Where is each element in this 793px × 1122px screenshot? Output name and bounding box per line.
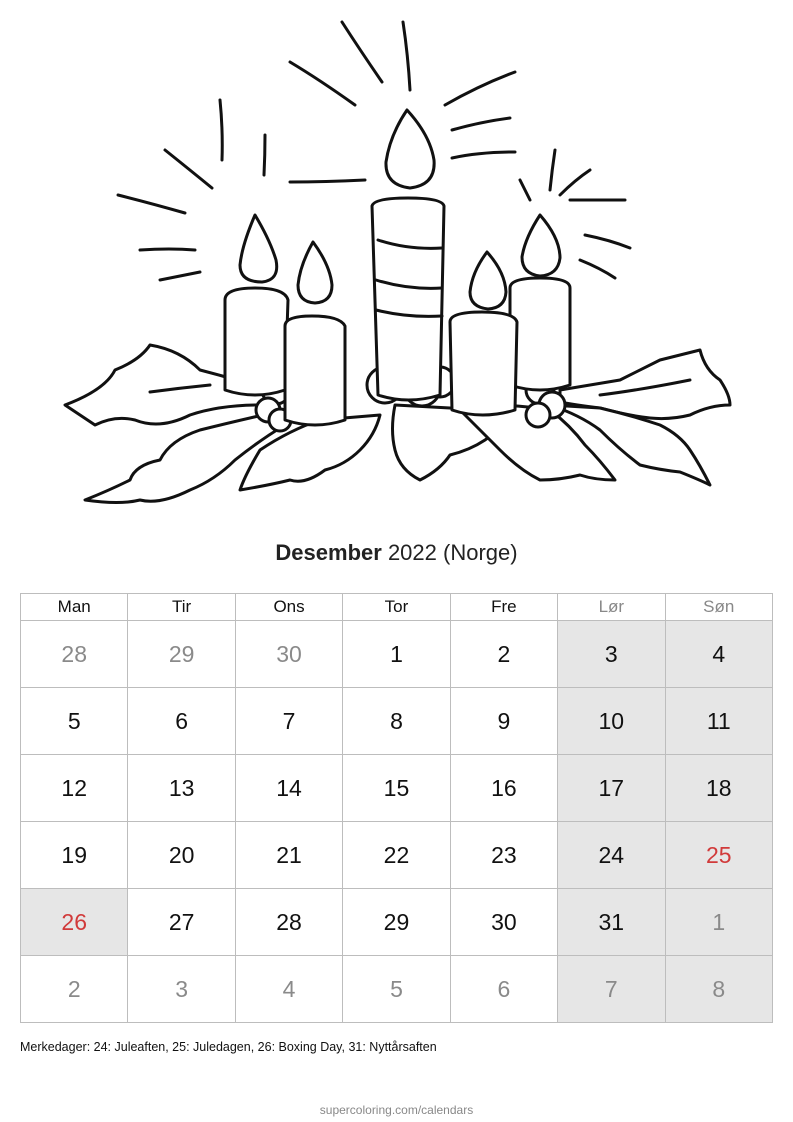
day-cell: 15 [343, 755, 450, 822]
weekday-header: Tor [343, 594, 450, 621]
day-cell: 16 [450, 755, 557, 822]
day-cell: 8 [665, 956, 772, 1023]
footer-credit: supercoloring.com/calendars [319, 1103, 474, 1117]
day-cell: 2 [450, 621, 557, 688]
week-row [21, 688, 773, 755]
week-row [21, 956, 773, 1023]
weekday-header-row [21, 594, 773, 621]
day-cell: 27 [128, 889, 235, 956]
day-cell: 17 [558, 755, 665, 822]
day-cell: 1 [665, 889, 772, 956]
day-cell: 23 [450, 822, 557, 889]
weekday-header: Man [21, 594, 128, 621]
weekday-header: Lør [558, 594, 665, 621]
title-year-country: 2022 (Norge) [387, 540, 518, 565]
day-cell: 29 [343, 889, 450, 956]
day-cell: 1 [343, 621, 450, 688]
day-cell: 20 [128, 822, 235, 889]
calendar-body [21, 621, 773, 1023]
day-cell: 18 [665, 755, 772, 822]
day-cell: 5 [343, 956, 450, 1023]
day-cell: 6 [450, 956, 557, 1023]
weekday-header: Ons [235, 594, 342, 621]
day-cell: 19 [21, 822, 128, 889]
day-cell: 4 [235, 956, 342, 1023]
weekday-header: Fre [450, 594, 557, 621]
day-cell: 12 [21, 755, 128, 822]
calendar-title [0, 540, 793, 566]
day-cell: 7 [235, 688, 342, 755]
day-cell: 30 [450, 889, 557, 956]
week-row [21, 621, 773, 688]
week-row [21, 755, 773, 822]
day-cell: 11 [665, 688, 772, 755]
day-cell: 3 [128, 956, 235, 1023]
day-cell: 9 [450, 688, 557, 755]
week-row [21, 889, 773, 956]
day-cell: 30 [235, 621, 342, 688]
holiday-notes: Merkedager: 24: Juleaften, 25: Juledagen, 26: Boxing Day, 31: Nyttårsaften [20, 1040, 437, 1054]
title-month: Desember [275, 540, 382, 565]
day-cell: 7 [558, 956, 665, 1023]
week-row [21, 822, 773, 889]
weekday-header: Søn [665, 594, 772, 621]
day-cell: 6 [128, 688, 235, 755]
day-cell: 29 [128, 621, 235, 688]
day-cell: 4 [665, 621, 772, 688]
day-cell: 10 [558, 688, 665, 755]
day-cell: 3 [558, 621, 665, 688]
day-cell: 28 [235, 889, 342, 956]
day-cell: 25 [665, 822, 772, 889]
day-cell: 28 [21, 621, 128, 688]
advent-candles-illustration [40, 10, 753, 520]
day-cell: 5 [21, 688, 128, 755]
day-cell: 13 [128, 755, 235, 822]
day-cell: 22 [343, 822, 450, 889]
day-cell: 2 [21, 956, 128, 1023]
weekday-header: Tir [128, 594, 235, 621]
day-cell: 14 [235, 755, 342, 822]
day-cell: 31 [558, 889, 665, 956]
calendar-grid [20, 593, 773, 1023]
candles [225, 198, 570, 425]
day-cell: 24 [558, 822, 665, 889]
day-cell: 26 [21, 889, 128, 956]
day-cell: 8 [343, 688, 450, 755]
day-cell: 21 [235, 822, 342, 889]
